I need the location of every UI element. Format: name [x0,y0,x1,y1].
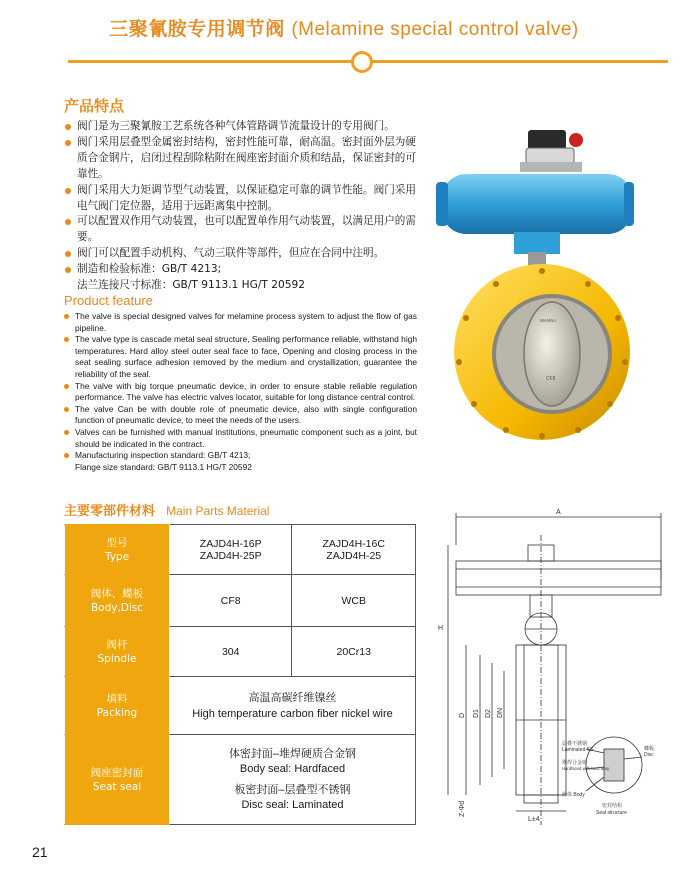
technical-drawing [436,505,668,825]
label-body: 阀体 Body [562,792,585,798]
positioner-top [528,130,566,150]
valve-photo [428,122,638,444]
feature-en-item-text: Flange size standard: GB/T 9113.1 HG/T 20592 [75,461,252,472]
drawing-actuator [456,561,661,595]
dim-label-DN: DN [497,707,504,718]
feature-en-item [64,311,417,334]
bullet-icon [64,407,69,412]
label-laminated-en: Laminated SS [562,747,594,753]
feature-cn-item [64,214,418,246]
nameplate-text: MANNA [540,318,557,323]
label-disc-en: Disc [644,752,654,758]
page-number: 21 [32,844,48,860]
table-row-body [65,575,416,627]
body-val2: WCB [292,575,416,627]
feature-cn-item-text: 阀门采用层叠型金属密封结构，密封性能可靠，耐高温。密封面外层为硬质合金钢片，启闭过程刮除粘附在阀座密封面介质和结晶，保证密封的可靠性。 [77,135,416,180]
bullet-icon [64,453,69,458]
positioner-body [526,148,574,164]
table-row-seat [65,735,416,825]
dim-label-A: A [556,509,561,516]
type-col2-line2: ZAJD4H-25 [326,549,382,562]
actuator-cylinder [442,174,632,234]
divider-ring-ornament [351,51,373,73]
type-header-en: Type [104,550,130,563]
feature-cn-item [64,135,418,183]
feature-en-item [64,381,417,404]
feature-en-item-text: Manufacturing inspection standard: GB/T 4213; [75,450,251,461]
bullet-icon [64,384,69,389]
feature-en-item-text: The valve type is cascade metal seal structure, Sealing performance reliable, withstand high temperatures. Hard alloy steel outer seal face to face, Opening and closing process in the seat sealing surface adhesion removed by the medium and crystallization, guarantee the reliability of the seal. [75,334,417,379]
label-laminated-cn: 层叠不锈钢 [562,741,588,747]
label-disc-cn: 蝶板 [644,746,655,752]
feature-en-item [64,404,417,427]
packing-header [65,677,170,735]
spindle-val2: 20Cr13 [292,627,416,677]
spindle-header-cn: 阀杆 [106,638,128,651]
materials-heading-en: Main Parts Material [166,504,270,518]
bullet-icon [65,267,71,273]
dim-label-L: L±4 [528,816,540,823]
bullet-icon [64,314,69,319]
label-seal-cn: 密封结构 [602,803,623,809]
feature-cn-item [64,119,418,135]
feature-en-item-text: Valves can be furnished with manual institutions, pneumatic component such as a joint, but should be indicated in the contract. [75,426,417,449]
bullet-icon [65,219,71,225]
type-header [65,525,170,575]
dim-label-D2: D2 [485,709,492,718]
actuator-endcap-right [624,182,634,226]
seat-header-en: Seat seal [92,780,142,793]
type-col2 [292,525,416,575]
table-row-type [65,525,416,575]
table-row-packing [65,677,416,735]
spindle-val1: 304 [170,627,292,677]
feature-en-item [64,427,417,450]
body-header-cn: 阀体、蝶板 [90,587,144,600]
feature-en-item-text: The valve with big torque pneumatic device, in order to ensure stable reliable regulation performance. The valve has electric valves locator, suitable for long distance central control. [75,380,417,403]
bullet-icon [65,251,71,257]
feature-cn-item-text: 阀门可以配置手动机构、气动三联件等部件，但应在合同中注明。 [77,247,385,260]
packing-val [170,677,416,735]
label-hardfaced-en: Hardfaced with hard alloy [562,766,610,771]
seat-val-2en: Disc seal: Laminated [241,798,344,811]
seat-val-2cn: 板密封面–层叠型不锈钢 [234,783,351,796]
materials-heading [64,500,269,519]
feature-cn-item [64,183,418,215]
spindle-header-en: Spindle [97,652,137,665]
type-col1-line2: ZAJD4H-25P [199,549,262,562]
feature-cn-item-text: 法兰连接尺寸标准：GB/T 9113.1 HG/T 20592 [77,279,305,292]
seat-val-1cn: 体密封面–堆焊硬质合金钢 [228,747,357,760]
page-title [0,14,688,41]
features-cn-list [64,119,418,294]
seat-header [65,735,170,825]
feature-en-item [64,450,417,462]
type-header-cn: 型号 [106,536,128,549]
positioner-bracket [520,162,582,172]
actuator-neck [514,232,560,254]
feature-cn-item [64,246,418,262]
feature-cn-item [64,278,418,294]
leader-disc [624,757,642,759]
bullet-icon [64,337,69,342]
type-col1 [170,525,292,575]
materials-table [64,524,416,825]
label-hardfaced-cn: 堆焊合金钢 [562,760,588,766]
type-col1-line1: ZAJD4H-16P [199,537,262,550]
feature-cn-item-text: 阀门是为三聚氰胺工艺系统各种气体管路调节流量设计的专用阀门。 [77,120,395,132]
feature-en-item-text: The valve Can be with double role of pneumatic device, also with single configuration function of pneumatic device, to meet the needs of the users. [75,403,417,426]
spindle-header [65,627,170,677]
packing-val-cn: 高温高碳纤维镍丝 [248,691,337,704]
feature-en-item [64,334,417,380]
features-en-heading: Product feature [64,293,153,308]
bullet-icon [65,124,71,130]
dim-label-D1: D1 [473,709,480,718]
type-col2-line1: ZAJD4H-16C [322,537,385,550]
bullet-icon [65,140,71,146]
title-cn: 三聚氰胺专用调节阀 [109,18,285,40]
features-cn-heading: 产品特点 [64,97,125,115]
body-header-en: Body,Disc [90,601,144,614]
label-seal-en: Seal structure [596,810,627,816]
feature-en-item [64,462,417,474]
features-en-list [64,311,417,473]
dim-label-D: D [459,712,466,718]
dim-label-H: H [438,625,444,632]
body-val1: CF8 [170,575,292,627]
title-en: (Melamine special control valve) [291,19,579,40]
table-row-spindle [65,627,416,677]
packing-val-en: High temperature carbon fiber nickel wire [192,707,393,720]
seat-val-1en: Body seal: Hardfaced [239,762,346,775]
body-header [65,575,170,627]
feature-cn-item-text: 阀门采用大力矩调节型气动装置，以保证稳定可靠的调节性能。阀门采用电气阀门定位器，适用于远距离集中控制。 [77,183,416,212]
seat-header-cn: 阀座密封面 [90,766,144,779]
leader-body [586,777,604,791]
feature-cn-item-text: 制造和检验标准：GB/T 4213; [77,263,222,276]
actuator-endcap-left [436,182,448,226]
packing-header-en: Packing [96,706,138,719]
dim-label-Z: Z-Φd [459,800,466,817]
seal-detail-section [604,749,624,781]
feature-cn-item [64,262,418,278]
positioner-knob [569,133,583,147]
materials-heading-cn: 主要零部件材料 [64,504,156,519]
packing-header-cn: 填料 [106,692,128,705]
feature-cn-item-text: 可以配置双作用气动装置，也可以配置单作用气动装置，以满足用户的需要。 [77,215,416,244]
feature-en-item-text: The valve is special designed valves for melamine process system to adjust the flow of gas pipeline. [75,311,417,333]
seat-val [170,735,416,825]
bullet-icon [65,188,71,194]
disc-mark-text: CF8 [546,376,556,382]
bullet-icon [64,430,69,435]
